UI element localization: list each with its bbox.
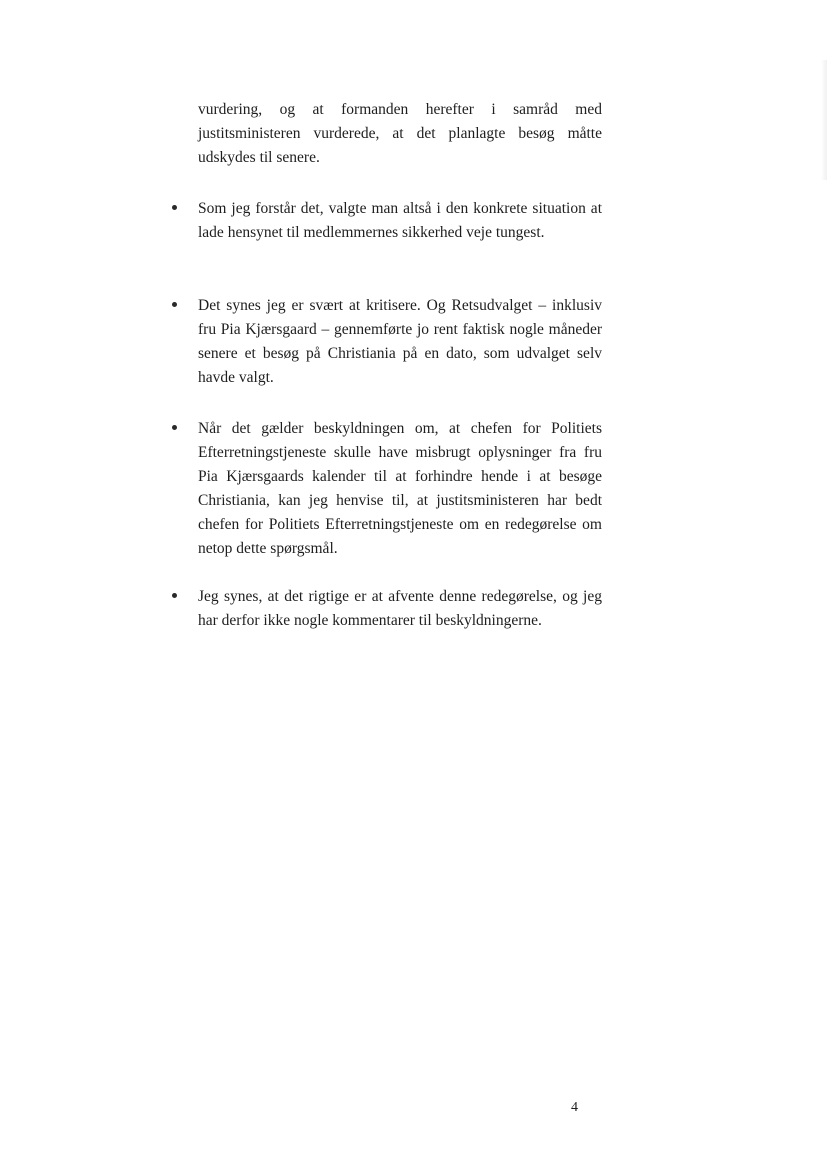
bullet-paragraph-1: Som jeg forstår det, valgte man altså i den konkrete situation at lade hensynet til medlemmernes sikkerhed veje tungest. (198, 200, 602, 241)
bullet-paragraph-4: Jeg synes, at det rigtige er at afvente denne redegørelse, og jeg har derfor ikke nogle kommentarer til beskyldningerne. (198, 588, 602, 629)
bullet-marker-3 (172, 417, 180, 425)
bullet-marker-4 (172, 585, 180, 593)
scan-edge-shadow (821, 60, 827, 180)
bullet-marker-1 (172, 197, 180, 205)
continuation-paragraph: vurdering, og at formanden herefter i samråd med justitsministeren vurderede, at det planlagte besøg måtte udskydes til senere. (198, 101, 602, 166)
bullet-paragraph-2: Det synes jeg er svært at kritisere. Og Retsudvalget – inklusiv fru Pia Kjærsgaard – gennemførte jo rent faktisk nogle måneder senere et besøg på Christiania på en dato, som udvalget selv havde valgt. (198, 297, 602, 386)
bullet-marker-2 (172, 294, 180, 302)
page-number: 4 (571, 1100, 578, 1115)
bullet-paragraph-3: Når det gælder beskyldningen om, at chefen for Politiets Efterretningstjeneste skulle have misbrugt oplysninger fra fru Pia Kjærsgaards kalender til at forhindre hende i at besøge Christiania, kan jeg henvise til, at justitsministeren har bedt chefen for Politiets Efterretningstjeneste om en redegørelse om netop dette spørgsmål. (198, 420, 602, 557)
